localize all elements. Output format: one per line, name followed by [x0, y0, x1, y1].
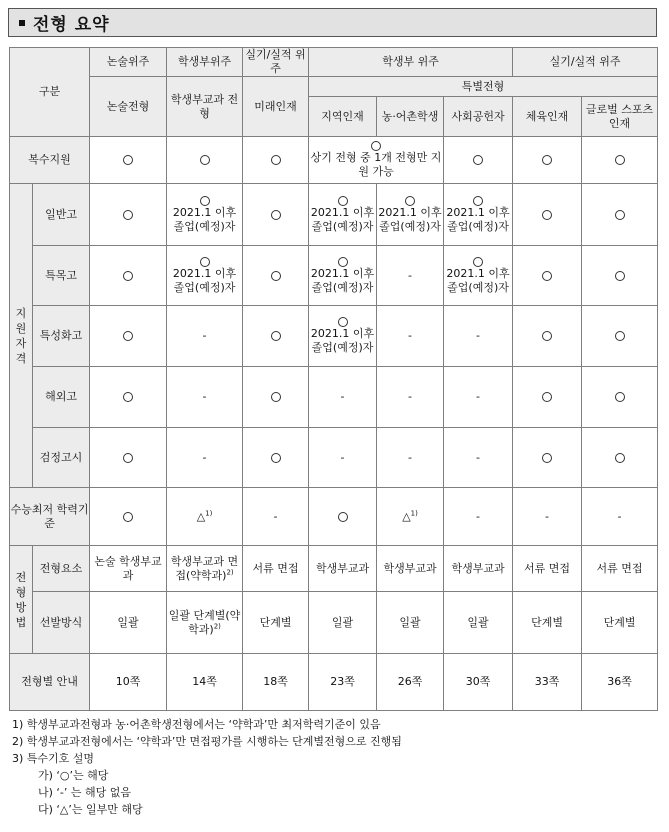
guide-page-cell: 30쪽	[444, 654, 513, 711]
dash-cell: -	[377, 428, 444, 488]
dash-cell: -	[309, 367, 377, 428]
circle-icon	[338, 317, 348, 327]
footnotes	[12, 716, 652, 818]
circle-icon	[271, 210, 281, 220]
circle-icon	[615, 331, 625, 341]
elements-cell: 학생부교과	[309, 546, 377, 592]
guide-page-cell: 33쪽	[513, 654, 582, 711]
dash-cell: -	[167, 367, 243, 428]
circle-icon	[473, 155, 483, 165]
selection-cell: 일괄	[377, 592, 444, 654]
type-cheyuk: 체육인재	[513, 97, 582, 137]
circle-icon	[542, 453, 552, 463]
circle-icon	[542, 210, 552, 220]
after-2021-text: 2021.1 이후 졸업(예정)자	[172, 205, 237, 233]
dash-cell: -	[377, 246, 444, 306]
after-2021-text: 2021.1 이후 졸업(예정)자	[310, 205, 375, 233]
circle-icon	[338, 196, 348, 206]
row-label-ged: 검정고시	[33, 428, 90, 488]
header-group-silgi: 실기/실적 위주	[243, 48, 309, 77]
circle-icon	[542, 331, 552, 341]
triangle-icon: △	[196, 509, 206, 523]
selection-text: 일괄 단계별(약학과)	[168, 608, 241, 636]
elements-text: 학생부교과 면접(약학과)	[170, 554, 239, 582]
guide-page-cell: 26쪽	[377, 654, 444, 711]
type-hakseng-gyogwa: 학생부교과 전형	[167, 77, 243, 137]
footnote-1: 1) 학생부교과전형과 농·어촌학생전형에서는 ‘약학과’만 최저학력기준이 있음	[12, 718, 381, 731]
after-2021-text: 2021.1 이후 졸업(예정)자	[310, 266, 375, 294]
circle-icon	[338, 512, 348, 522]
square-bullet-icon	[19, 20, 25, 26]
guide-page-cell: 23쪽	[309, 654, 377, 711]
header-group-nonsul: 논술위주	[90, 48, 167, 77]
circle-icon	[615, 453, 625, 463]
dash-cell: -	[377, 306, 444, 367]
elements-cell: 서류 면접	[582, 546, 658, 592]
circle-icon	[200, 155, 210, 165]
dash-cell: -	[444, 306, 513, 367]
guide-page-cell: 18쪽	[243, 654, 309, 711]
circle-icon	[123, 155, 133, 165]
circle-icon	[473, 196, 483, 206]
circle-icon	[200, 257, 210, 267]
after-2021-text: 2021.1 이후 졸업(예정)자	[446, 205, 510, 233]
footnote-3: 3) 특수기호 설명	[12, 752, 95, 765]
circle-icon	[371, 141, 381, 151]
row-label-overseas: 해외고	[33, 367, 90, 428]
circle-icon	[200, 196, 210, 206]
circle-icon	[123, 512, 133, 522]
dash-cell: -	[513, 488, 582, 546]
footnote-mark: 1)	[205, 508, 213, 517]
circle-icon	[615, 271, 625, 281]
circle-icon	[542, 271, 552, 281]
type-nonsul: 논술전형	[90, 77, 167, 137]
dash-cell: -	[167, 306, 243, 367]
elements-cell: 서류 면접	[243, 546, 309, 592]
footnote-3a: 가) ‘○’는 해당	[38, 769, 109, 782]
footnote-mark: 2)	[213, 621, 221, 630]
type-nongeochon: 농·어촌학생	[377, 97, 444, 137]
dash-cell: -	[444, 488, 513, 546]
circle-icon	[615, 210, 625, 220]
row-label-vocational: 특성화고	[33, 306, 90, 367]
header-special: 특별전형	[309, 77, 658, 97]
guide-page-cell: 10쪽	[90, 654, 167, 711]
dash-cell: -	[243, 488, 309, 546]
circle-icon	[542, 392, 552, 402]
qualification-label: 지원자격	[15, 306, 27, 365]
elements-cell: 서류 면접	[513, 546, 582, 592]
triangle-icon: △	[402, 509, 411, 523]
circle-icon	[338, 257, 348, 267]
elements-cell: 학생부교과	[444, 546, 513, 592]
triangle-cell	[167, 488, 243, 546]
circle-icon	[123, 453, 133, 463]
circle-icon	[615, 392, 625, 402]
circle-icon	[473, 257, 483, 267]
row-label-general: 일반고	[33, 184, 90, 246]
type-mirae: 미래인재	[243, 77, 309, 137]
type-sahoe: 사회공헌자	[444, 97, 513, 137]
method-label: 전형방법	[15, 570, 27, 629]
section-title: 전형 요약	[33, 15, 110, 35]
circle-icon	[271, 155, 281, 165]
row-label-csat: 수능최저 학력기준	[10, 488, 90, 546]
admission-summary-table	[9, 47, 658, 711]
circle-icon	[615, 155, 625, 165]
circle-icon	[123, 210, 133, 220]
circle-icon	[271, 392, 281, 402]
elements-cell	[167, 546, 243, 592]
dash-cell: -	[309, 428, 377, 488]
triangle-cell	[377, 488, 444, 546]
footnote-3b: 나) ‘-’ 는 해당 없음	[38, 786, 131, 799]
elements-cell: 학생부교과	[377, 546, 444, 592]
header-gubun: 구분	[10, 48, 90, 137]
circle-icon	[123, 392, 133, 402]
row-label-elements: 전형요소	[33, 546, 90, 592]
header-group-hakseng: 학생부위주	[167, 48, 243, 77]
circle-icon	[271, 331, 281, 341]
guide-page-cell: 14쪽	[167, 654, 243, 711]
guide-page-cell: 36쪽	[582, 654, 658, 711]
selection-cell: 일괄	[90, 592, 167, 654]
header-group-hakseng-2: 학생부 위주	[309, 48, 513, 77]
row-label-guide: 전형별 안내	[10, 654, 90, 711]
footnote-mark: 2)	[226, 567, 234, 576]
circle-icon	[271, 453, 281, 463]
footnote-3c: 다) ‘△’는 일부만 해당	[38, 803, 143, 816]
dash-cell: -	[167, 428, 243, 488]
dash-cell: -	[377, 367, 444, 428]
after-2021-text: 2021.1 이후 졸업(예정)자	[446, 266, 510, 294]
footnote-mark: 1)	[410, 508, 418, 517]
selection-cell: 단계별	[582, 592, 658, 654]
selection-cell	[167, 592, 243, 654]
circle-icon	[542, 155, 552, 165]
circle-icon	[405, 196, 415, 206]
row-label-selection: 선발방식	[33, 592, 90, 654]
section-title-bar	[8, 8, 657, 37]
footnote-2: 2) 학생부교과전형에서는 ‘약학과’만 면접평가를 시행하는 단계별전형으로 진행됨	[12, 735, 402, 748]
row-label-special-purpose: 특목고	[33, 246, 90, 306]
selection-cell: 단계별	[243, 592, 309, 654]
after-2021-text: 2021.1 이후 졸업(예정)자	[172, 266, 237, 294]
after-2021-text: 2021.1 이후 졸업(예정)자	[378, 205, 442, 233]
dash-cell: -	[582, 488, 658, 546]
selection-cell: 단계별	[513, 592, 582, 654]
type-jiyeok: 지역인재	[309, 97, 377, 137]
circle-icon	[123, 331, 133, 341]
dash-cell: -	[444, 428, 513, 488]
merged-note: 상기 전형 중 1개 전형만 지원 가능	[310, 151, 442, 178]
type-global: 글로벌 스포츠인재	[582, 97, 658, 137]
circle-icon	[123, 271, 133, 281]
after-2021-text: 2021.1 이후 졸업(예정)자	[310, 327, 375, 354]
selection-cell: 일괄	[444, 592, 513, 654]
elements-cell: 논술 학생부교과	[90, 546, 167, 592]
selection-cell: 일괄	[309, 592, 377, 654]
row-label-multi: 복수지원	[10, 137, 90, 184]
circle-icon	[271, 271, 281, 281]
dash-cell: -	[444, 367, 513, 428]
header-group-silgi-2: 실기/실적 위주	[513, 48, 658, 77]
